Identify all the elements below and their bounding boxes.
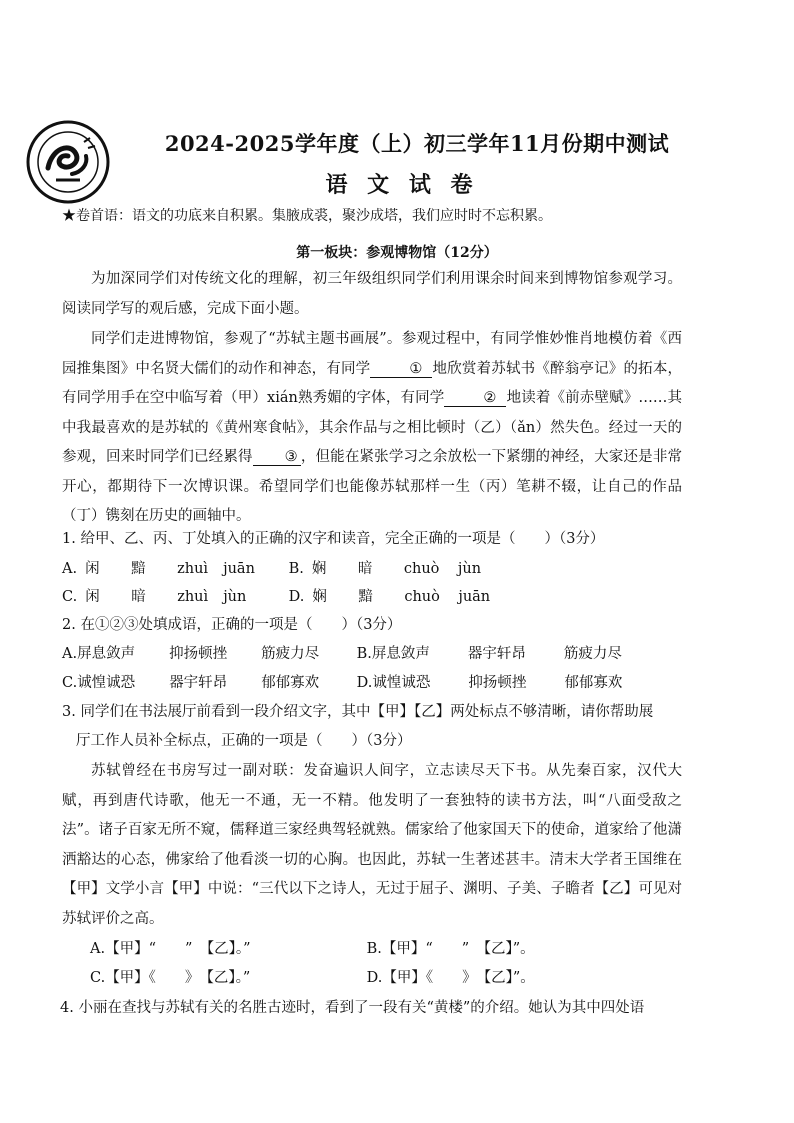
q1-options-row2 bbox=[62, 585, 490, 606]
q3-passage: 苏轼曾经在书房写过一副对联：发奋遍识人间字，立志读尽天下书。从先秦百家，汉代大赋，再到唐代诗歌，他无一不通，无一不精。他发明了一套独特的读书方法，叫“八面受敌之法”。诸子百家无所不窥，儒释道三家经典驾轻就熟。儒家给了他家国天下的使命，道家给了他潇洒豁达的心态，佛家给了他看淡一切的心胸。也因此，苏轼一生著述甚丰。清末大学者王国维在【甲】文学小言【甲】中说：“三代以下之诗人，无过于屈子、渊明、子美、子瞻者【乙】可见对苏轼评价之高。 bbox=[62, 763, 682, 927]
exam-subtitle: 语 文 试 卷 bbox=[325, 172, 479, 198]
q1-stem: 1. 给甲、乙、丙、丁处填入的正确的汉字和读音，完全正确的一项是（ ）（3分） bbox=[62, 531, 605, 547]
q3-stem-line1: 3. 同学们在书法展厅前看到一段介绍文字，其中【甲】【乙】两处标点不够清晰，请你帮助展 bbox=[62, 704, 654, 720]
q1-options-row1 bbox=[62, 557, 481, 578]
blank-3: ③ bbox=[253, 449, 301, 466]
blank-1: ① bbox=[370, 361, 432, 378]
motto: ★卷首语：语文的功底来自积累。集腋成裘，聚沙成塔，我们应时时不忘积累。 bbox=[62, 208, 552, 224]
q2-stem: 2. 在①②③处填成语，正确的一项是（ ）（3分） bbox=[62, 617, 402, 633]
section-heading: 第一板块：参观博物馆（12分） bbox=[296, 245, 498, 261]
q2-option-b: B.屏息敛声 器宇轩昂 筋疲力尽 bbox=[356, 646, 622, 662]
passage-museum bbox=[62, 325, 682, 532]
q3-options-row2 bbox=[90, 966, 535, 987]
q3-option-a: A.【甲】“ ” 【乙】。” bbox=[90, 941, 251, 957]
q2-options-row2 bbox=[62, 671, 622, 692]
q3-option-d: D.【甲】《 》 【乙】”。 bbox=[366, 970, 535, 986]
q3-options-row1 bbox=[90, 937, 535, 958]
q4-stem: 4. 小丽在查找与苏轼有关的名胜古迹时，看到了一段有关“黄楼”的介绍。她认为其中四处语 bbox=[60, 1000, 645, 1016]
q3-stem-line2: 厅工作人员补全标点，正确的一项是（ ）（3分） bbox=[76, 733, 412, 749]
q2-options-row1 bbox=[62, 642, 622, 663]
q1-option-b: B. 娴 暗 chuò jùn bbox=[288, 561, 482, 577]
q1-option-c: C. 闲 暗 zhuì jùn bbox=[62, 589, 247, 605]
q2-option-d: D.诚惶诚恐 抑扬顿挫 郁郁寡欢 bbox=[356, 675, 623, 691]
q1-option-d: D. 娴 黯 chuò juān bbox=[288, 589, 491, 605]
passage-part3: 地读着《前赤壁赋》……其中我最喜欢的是苏轼的《黄州寒食帖》，其余作品与之相比顿时（乙）（ǎn）然失色。经过一天的参观，回来时同学们已经累得 bbox=[62, 390, 683, 465]
q3-option-c: C.【甲】《 》 【乙】。” bbox=[90, 970, 251, 986]
q2-option-a: A.屏息敛声 抑扬顿挫 筋疲力尽 bbox=[62, 646, 320, 662]
section-intro: 为加深同学们对传统文化的理解，初三年级组织同学们利用课余时间来到博物馆参观学习。阅读同学写的观后感，完成下面小题。 bbox=[62, 271, 682, 317]
blank-2: ② bbox=[444, 390, 506, 407]
q2-option-c: C.诚惶诚恐 器宇轩昂 郁郁寡欢 bbox=[62, 675, 320, 691]
q1-option-a: A. 闲 黯 zhuì juān bbox=[62, 561, 255, 577]
q3-option-b: B.【甲】“ ” 【乙】”。 bbox=[366, 941, 535, 957]
exam-title: 2024-2025学年度（上）初三学年11月份期中测试 bbox=[164, 131, 670, 156]
passage-part2: 地欣赏着苏轼书《醉翁亭记》的拓本，有同学用手在空中临写着（甲）xián熟秀媚的字体，有同学 bbox=[62, 360, 683, 406]
passage-part4: ，但能在紧张学习之余放松一下紧绷的神经，大家还是非常开心，都期待下一次博识课。希望同学们也能像苏轼那样一生（丙）笔耕不辍，让自己的作品（丁）镌刻在历史的画轴中。 bbox=[62, 449, 683, 524]
passage-part1: 同学们走进博物馆，参观了“苏轼主题书画展”。参观过程中，有同学惟妙惟肖地模仿着《西园推集图》中名贤大儒们的动作和神态，有同学 bbox=[62, 331, 682, 377]
